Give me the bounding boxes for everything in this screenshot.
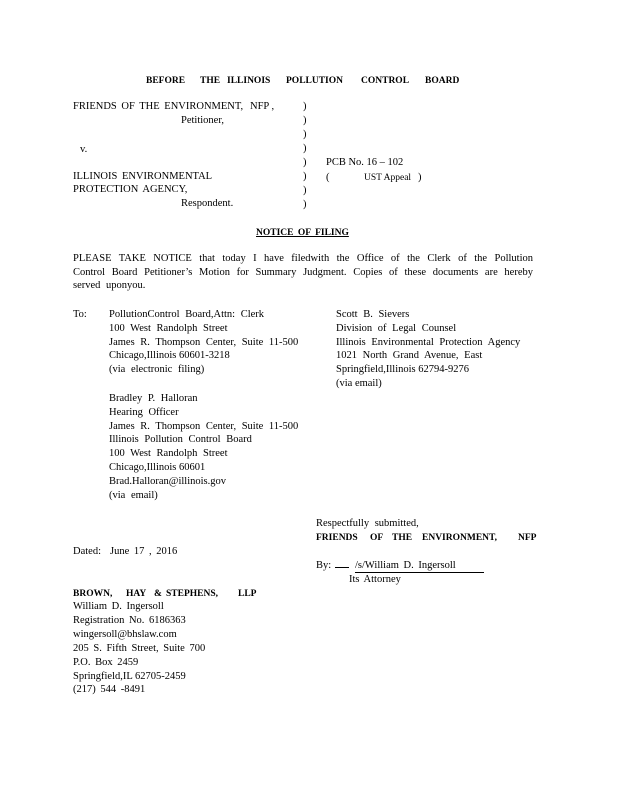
petitioner-role: Petitioner, xyxy=(181,115,225,126)
recipient-line: Bradley P. Halloran xyxy=(109,393,198,404)
firm-hay: HAY xyxy=(126,589,147,599)
recipient-line: PollutionControl Board,Attn: Clerk xyxy=(109,309,265,320)
dated-label: Dated: xyxy=(73,546,101,557)
signature: /s/William D. Ingersoll xyxy=(355,559,484,573)
to-label: To: xyxy=(73,309,87,320)
caption-paren: ) xyxy=(303,129,307,140)
attorney-contact xyxy=(73,600,205,697)
recipient-clerk xyxy=(109,308,298,377)
client-nfp: NFP xyxy=(518,533,537,543)
attorney-phone: (217) 544 -8491 xyxy=(73,684,146,696)
recipient-line: Springfield,Illinois 62794-9276 xyxy=(336,364,469,376)
attorney-email[interactable]: wingersoll@bhslaw.com xyxy=(73,628,177,640)
respondent-line-2: PROTECTION AGENCY, xyxy=(73,184,188,195)
dated-value: June 17 , 2016 xyxy=(110,546,178,557)
by-label: By: xyxy=(316,560,332,571)
recipient-line: 100 West Randolph Street xyxy=(109,448,228,460)
recipient-line: 1021 North Grand Avenue, East xyxy=(336,350,483,362)
caption-paren: ) xyxy=(303,185,307,196)
recipient-line: James R. Thompson Center, Suite 11-500 xyxy=(109,336,299,348)
caption-paren: ) xyxy=(303,143,307,154)
heading-board: BOARD xyxy=(425,76,460,86)
recipient-iepa xyxy=(336,308,520,391)
case-type: UST Appeal xyxy=(364,173,412,183)
heading-pollution: POLLUTION xyxy=(286,76,344,86)
recipient-line: (via email) xyxy=(109,489,158,501)
recipient-line: (via electronic filing) xyxy=(109,364,205,376)
recipient-line: Hearing Officer xyxy=(109,406,179,418)
petitioner-suffix: NFP , xyxy=(250,101,275,112)
caption-paren: ) xyxy=(303,171,307,182)
recipient-line: Illinois Pollution Control Board xyxy=(109,434,252,446)
firm-brown: BROWN, xyxy=(73,589,113,599)
recipient-line: Scott B. Sievers xyxy=(336,309,410,320)
attorney-name: William D. Ingersoll xyxy=(73,601,164,612)
notice-body: PLEASE TAKE NOTICE that today I have filedwith the Office of the Clerk of the Pollution Control Board Petitioner’s Motion for Summary Judgment. Copies of these documents are hereby served uponyou. xyxy=(73,253,533,291)
petitioner-name: FRIENDS OF THE ENVIRONMENT, xyxy=(73,101,244,112)
respondent-line-1: ILLINOIS ENVIRONMENTAL xyxy=(73,171,213,182)
client-environment: ENVIRONMENT, xyxy=(422,533,498,543)
signature-line xyxy=(335,559,484,573)
attorney-registration: Registration No. 6186363 xyxy=(73,614,186,626)
recipient-line: Chicago,Illinois 60601-3218 xyxy=(109,350,230,362)
recipient-hearing-officer xyxy=(109,392,298,502)
caption-paren: ) xyxy=(303,157,307,168)
heading-illinois: ILLINOIS xyxy=(227,76,271,86)
case-type-open: ( xyxy=(326,172,330,183)
firm-stephens: STEPHENS, xyxy=(166,589,219,599)
firm-ampersand: & xyxy=(154,589,162,599)
firm-llp: LLP xyxy=(238,589,257,599)
heading-before: BEFORE xyxy=(146,76,186,86)
its-attorney: Its Attorney xyxy=(349,574,401,585)
heading-control: CONTROL xyxy=(361,76,410,86)
respondent-role: Respondent. xyxy=(181,198,234,209)
attorney-street: 205 S. Fifth Street, Suite 700 xyxy=(73,642,206,654)
client-friends: FRIENDS xyxy=(316,533,358,543)
heading-the: THE xyxy=(200,76,221,86)
recipient-line: Illinois Environmental Protection Agency xyxy=(336,336,521,348)
recipient-line: 100 West Randolph Street xyxy=(109,322,228,334)
client-of: OF xyxy=(370,533,384,543)
notice-title: NOTICE OF FILING xyxy=(256,228,349,238)
respectfully-submitted: Respectfully submitted, xyxy=(316,518,419,529)
client-the: THE xyxy=(392,533,413,543)
recipient-line: Chicago,Illinois 60601 xyxy=(109,461,206,473)
recipient-line: Division of Legal Counsel xyxy=(336,322,457,334)
attorney-city: Springfield,IL 62705-2459 xyxy=(73,670,186,682)
recipient-line: (via email) xyxy=(336,377,382,389)
caption-paren: ) xyxy=(303,101,307,112)
attorney-po-box: P.O. Box 2459 xyxy=(73,656,139,668)
signature-blank xyxy=(335,567,349,568)
recipient-line: James R. Thompson Center, Suite 11-500 xyxy=(109,420,299,432)
recipient-email[interactable]: Brad.Halloran@illinois.gov xyxy=(109,475,226,487)
versus: v. xyxy=(80,144,88,155)
case-number: PCB No. 16 – 102 xyxy=(326,157,404,168)
caption-paren: ) xyxy=(303,199,307,210)
case-type-close: ) xyxy=(418,172,422,183)
caption-paren: ) xyxy=(303,115,307,126)
